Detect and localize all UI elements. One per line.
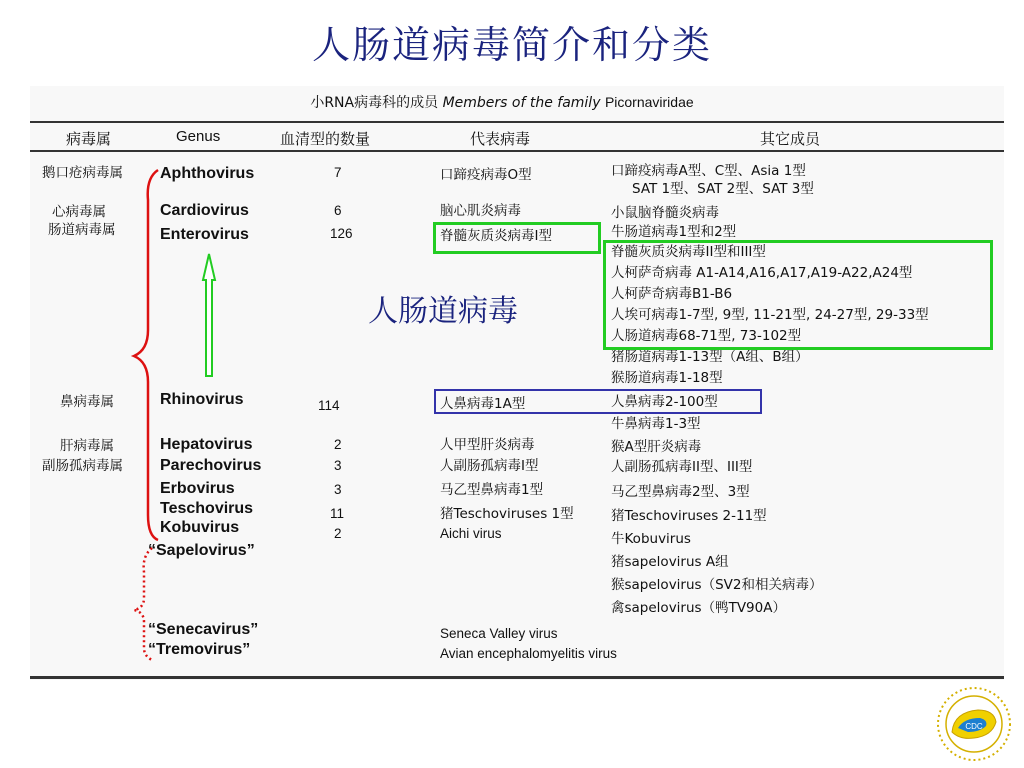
other-member: 人柯萨奇病毒 A1-A14,A16,A17,A19-A22,A24型 xyxy=(611,265,913,281)
other-member: SAT 1型、SAT 2型、SAT 3型 xyxy=(632,181,814,197)
row-genus-cn: 肝病毒属 xyxy=(60,438,114,454)
caption-italic: Members of the family xyxy=(442,95,601,111)
other-member: 猪sapelovirus A组 xyxy=(611,554,729,570)
row-representative: 猪Teschoviruses 1型 xyxy=(440,506,574,522)
row-serotypes: 3 xyxy=(334,458,342,473)
header-genus-cn: 病毒属 xyxy=(66,130,112,148)
row-representative: 马乙型鼻病毒1型 xyxy=(440,482,544,498)
row-representative: 人甲型肝炎病毒 xyxy=(440,437,535,453)
row-genus-cn: 心病毒属 xyxy=(52,204,106,220)
row-representative: Seneca Valley virus xyxy=(440,626,558,641)
row-serotypes: 2 xyxy=(334,437,342,452)
row-representative: 口蹄疫病毒O型 xyxy=(440,167,532,183)
header-genus: Genus xyxy=(176,128,221,145)
row-genus: Parechovirus xyxy=(160,457,262,474)
other-member: 猴sapelovirus（SV2和相关病毒） xyxy=(611,577,823,593)
header-others: 其它成员 xyxy=(760,130,821,148)
row-serotypes: 126 xyxy=(330,226,353,241)
other-member: 禽sapelovirus（鸭TV90A） xyxy=(611,600,786,616)
row-genus-cn: 鼻病毒属 xyxy=(60,394,114,410)
svg-text:CDC: CDC xyxy=(965,722,983,731)
row-serotypes: 2 xyxy=(334,526,342,541)
dotted-brace-icon xyxy=(134,548,152,660)
other-member: 牛鼻病毒1-3型 xyxy=(611,416,701,432)
row-genus: Hepatovirus xyxy=(160,436,253,453)
other-member: 猪Teschoviruses 2-11型 xyxy=(611,508,767,524)
row-serotypes: 6 xyxy=(334,203,342,218)
row-genus: Kobuvirus xyxy=(160,519,240,536)
row-genus: “Sapelovirus” xyxy=(148,542,255,559)
human-enterovirus-label: 人肠道病毒 xyxy=(368,294,518,329)
row-genus-cn: 副肠孤病毒属 xyxy=(42,458,123,474)
caption-family: Picornaviridae xyxy=(604,94,694,110)
row-genus-cn: 鹅口疮病毒属 xyxy=(42,165,123,181)
other-member: 人肠道病毒68-71型, 73-102型 xyxy=(611,328,802,344)
other-member: 人副肠孤病毒II型、III型 xyxy=(611,459,753,475)
row-representative: 脑心肌炎病毒 xyxy=(440,203,521,219)
row-serotypes: 3 xyxy=(334,482,342,497)
row-genus: Rhinovirus xyxy=(160,391,244,408)
row-genus: Aphthovirus xyxy=(160,165,255,182)
row-genus: Teschovirus xyxy=(160,500,254,517)
row-serotypes: 114 xyxy=(318,398,340,413)
header-serotypes: 血清型的数量 xyxy=(280,130,371,148)
row-representative: Avian encephalomyelitis virus xyxy=(440,646,617,661)
cdc-china-logo-icon xyxy=(934,684,1014,764)
row-genus: “Senecavirus” xyxy=(148,621,259,638)
row-serotypes: 7 xyxy=(334,165,342,180)
other-member: 人埃可病毒1-7型, 9型, 11-21型, 24-27型, 29-33型 xyxy=(611,307,929,323)
row-genus: Erbovirus xyxy=(160,480,235,497)
row-representative: 脊髓灰质炎病毒I型 xyxy=(440,228,552,244)
up-arrow-icon xyxy=(203,254,215,376)
other-member: 人鼻病毒2-100型 xyxy=(611,394,718,410)
other-member: 牛Kobuvirus xyxy=(611,531,691,547)
other-member: 马乙型鼻病毒2型、3型 xyxy=(611,484,750,500)
other-member: 猴A型肝炎病毒 xyxy=(611,439,702,455)
row-representative: 人鼻病毒1A型 xyxy=(440,396,526,412)
other-member: 小鼠脑脊髓炎病毒 xyxy=(611,205,719,221)
red-brace-icon xyxy=(134,170,158,540)
row-genus: “Tremovirus” xyxy=(148,641,251,658)
row-serotypes: 11 xyxy=(330,506,345,521)
other-member: 牛肠道病毒1型和2型 xyxy=(611,224,737,240)
header-representative: 代表病毒 xyxy=(470,130,531,148)
row-genus: Cardiovirus xyxy=(160,202,249,219)
caption-prefix: 小RNA病毒科的成员 xyxy=(310,95,439,111)
row-representative: 人副肠孤病毒I型 xyxy=(440,458,539,474)
other-member: 口蹄疫病毒A型、C型、Asia 1型 xyxy=(611,163,806,179)
other-member: 猪肠道病毒1-13型（A组、B组） xyxy=(611,349,809,365)
row-genus-cn: 肠道病毒属 xyxy=(48,222,116,238)
other-member: 人柯萨奇病毒B1-B6 xyxy=(611,286,733,302)
other-member: 猴肠道病毒1-18型 xyxy=(611,370,723,386)
page-title: 人肠道病毒简介和分类 xyxy=(311,23,712,67)
row-genus: Enterovirus xyxy=(160,226,249,243)
other-member: 脊髓灰质炎病毒II型和III型 xyxy=(611,244,766,260)
row-representative: Aichi virus xyxy=(440,526,502,541)
